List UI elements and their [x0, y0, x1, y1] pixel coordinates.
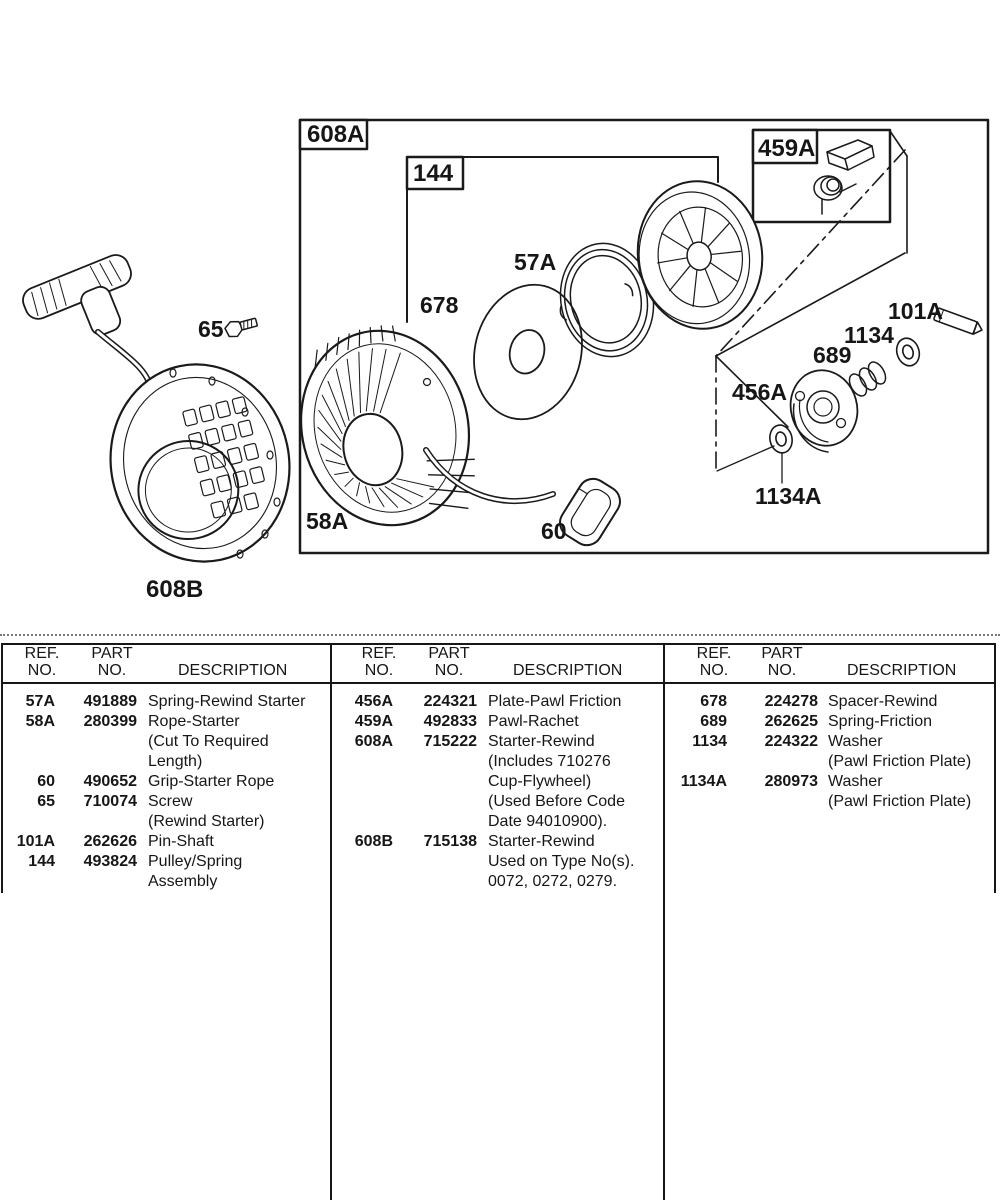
part-no [55, 812, 137, 832]
part-no: 224321 [423, 693, 477, 710]
washer-1134a [717, 423, 795, 483]
table-row [2, 852, 330, 872]
callout-678: 678 [420, 292, 459, 318]
parts-table-col2 [331, 692, 664, 892]
table-row [2, 872, 330, 892]
washer-1134 [893, 335, 923, 368]
description: Starter-Rewind [488, 733, 595, 750]
description: Length) [148, 753, 203, 770]
table-top-dotted-rule [0, 634, 1000, 636]
table-row [664, 752, 997, 772]
part-no-header: NO. [97, 662, 127, 679]
part-no: 280399 [83, 713, 137, 730]
table-row [2, 792, 330, 812]
table-row [331, 732, 664, 752]
callout-608b: 608B [146, 576, 204, 603]
ref-no: 608A [354, 733, 393, 750]
ref-no: 689 [700, 713, 727, 730]
ref-no [2, 872, 55, 892]
part-no [727, 792, 818, 812]
table-row [2, 712, 330, 732]
callout-60: 60 [541, 518, 567, 544]
callout-608a: 608A [307, 121, 365, 148]
description: Pawl-Rachet [488, 713, 579, 730]
table-row [2, 732, 330, 752]
description: (Cut To Required [148, 733, 269, 750]
part-no: 280973 [764, 773, 818, 790]
part-no: 224322 [764, 733, 818, 750]
description: Pulley/Spring [148, 853, 243, 870]
ref-no: 1134 [692, 733, 727, 750]
part-no [393, 872, 477, 892]
ref-header: REF. [696, 645, 732, 662]
ref-no [2, 752, 55, 772]
part-no: 715222 [423, 733, 477, 750]
callout-144: 144 [413, 160, 454, 187]
table-row [331, 832, 664, 852]
description: Rope-Starter [148, 713, 240, 730]
parts-table-col3 [664, 692, 997, 812]
table-row [331, 692, 664, 712]
table-row [2, 772, 330, 792]
description: Pin-Shaft [148, 833, 214, 850]
description-header: DESCRIPTION [178, 662, 288, 679]
description: Spring-Friction [828, 713, 933, 730]
callout-689: 689 [813, 342, 852, 368]
description: Screw [148, 793, 193, 810]
description: (Pawl Friction Plate) [828, 793, 972, 810]
part-no [393, 752, 477, 772]
ref-no: 60 [37, 773, 55, 790]
part-no [393, 772, 477, 792]
callout-57a: 57A [514, 249, 557, 275]
ref-no: 1134A [680, 773, 727, 790]
header-bottom-rule [1, 682, 996, 684]
description: 0072, 0272, 0279. [488, 873, 618, 890]
callout-1134: 1134 [844, 322, 894, 348]
ref-header: REF. [24, 645, 60, 662]
part-no [727, 752, 818, 772]
ref-no: 459A [354, 713, 393, 730]
description: Starter-Rewind [488, 833, 595, 850]
callout-459a: 459A [758, 135, 816, 162]
description: Grip-Starter Rope [148, 773, 275, 790]
table-header-col3 [664, 644, 997, 682]
ref-no: 57A [25, 693, 55, 710]
description: (Used Before Code [488, 793, 625, 810]
ref-no [331, 872, 393, 892]
ref-no: 608B [354, 833, 393, 850]
table-header-col2 [331, 644, 664, 682]
part-no [55, 872, 137, 892]
description-header: DESCRIPTION [513, 662, 623, 679]
callout-101a: 101A [888, 298, 943, 324]
part-no-header: NO. [767, 662, 797, 679]
part-no: 493824 [83, 853, 137, 870]
table-row [2, 812, 330, 832]
table-row [331, 712, 664, 732]
table-row [331, 752, 664, 772]
description: (Pawl Friction Plate) [828, 753, 972, 770]
ref-no: 65 [37, 793, 55, 810]
description: (Rewind Starter) [148, 813, 265, 830]
ref-no: 58A [25, 713, 55, 730]
ref-no-header: NO. [364, 662, 394, 679]
ref-no [331, 792, 393, 812]
part-header: PART [761, 645, 803, 662]
parts-table-col1 [2, 692, 330, 892]
description: Plate-Pawl Friction [488, 693, 622, 710]
description: Date 94010900). [488, 813, 608, 830]
part-header: PART [91, 645, 133, 662]
screw-part [224, 315, 259, 339]
ref-no: 456A [354, 693, 393, 710]
ref-no: 101A [16, 833, 55, 850]
ref-no [2, 812, 55, 832]
ref-no-header: NO. [699, 662, 729, 679]
description: Washer [828, 733, 883, 750]
table-header-col1 [2, 644, 330, 682]
table-row [2, 832, 330, 852]
table-row [331, 772, 664, 792]
table-row [331, 852, 664, 872]
table-row [664, 712, 997, 732]
part-no [393, 852, 477, 872]
table-row [2, 752, 330, 772]
table-row [331, 812, 664, 832]
ref-no-header: NO. [27, 662, 57, 679]
ref-no [664, 752, 727, 772]
table-row [331, 792, 664, 812]
part-no [393, 812, 477, 832]
part-no: 491889 [83, 693, 137, 710]
callout-58a: 58A [306, 508, 349, 534]
description: Cup-Flywheel) [488, 773, 592, 790]
part-no-header: NO. [434, 662, 464, 679]
ref-no [331, 772, 393, 792]
ref-no [2, 732, 55, 752]
pulley-flywheel [628, 173, 771, 337]
description: Assembly [148, 873, 218, 890]
part-no: 490652 [83, 773, 137, 790]
callout-456a: 456A [732, 379, 787, 405]
table-row [664, 792, 997, 812]
table-row [664, 732, 997, 752]
description: Washer [828, 773, 883, 790]
part-no: 224278 [764, 693, 818, 710]
ref-no [331, 752, 393, 772]
part-no: 262625 [764, 713, 818, 730]
part-no [55, 732, 137, 752]
part-no [393, 792, 477, 812]
ref-header: REF. [361, 645, 397, 662]
ref-no [331, 852, 393, 872]
description-header: DESCRIPTION [847, 662, 957, 679]
ref-no [331, 812, 393, 832]
description: (Includes 710276 [488, 753, 611, 770]
spacer-disc [460, 273, 596, 431]
description: Spacer-Rewind [828, 693, 938, 710]
part-no: 262626 [83, 833, 137, 850]
callout-1134a: 1134A [755, 483, 822, 509]
part-no: 492833 [423, 713, 477, 730]
ref-no: 144 [28, 853, 55, 870]
table-row [664, 772, 997, 792]
part-no [55, 752, 137, 772]
description: Spring-Rewind Starter [148, 693, 306, 710]
table-row [331, 872, 664, 892]
part-no: 715138 [423, 833, 477, 850]
friction-plate [782, 363, 865, 453]
table-row [664, 692, 997, 712]
table-row [2, 692, 330, 712]
ref-no: 678 [700, 693, 727, 710]
part-no: 710074 [83, 793, 137, 810]
part-header: PART [428, 645, 470, 662]
description: Used on Type No(s). [488, 853, 635, 870]
ref-no [664, 792, 727, 812]
starter-assembly-608b [19, 251, 308, 578]
callout-65: 65 [198, 316, 224, 342]
